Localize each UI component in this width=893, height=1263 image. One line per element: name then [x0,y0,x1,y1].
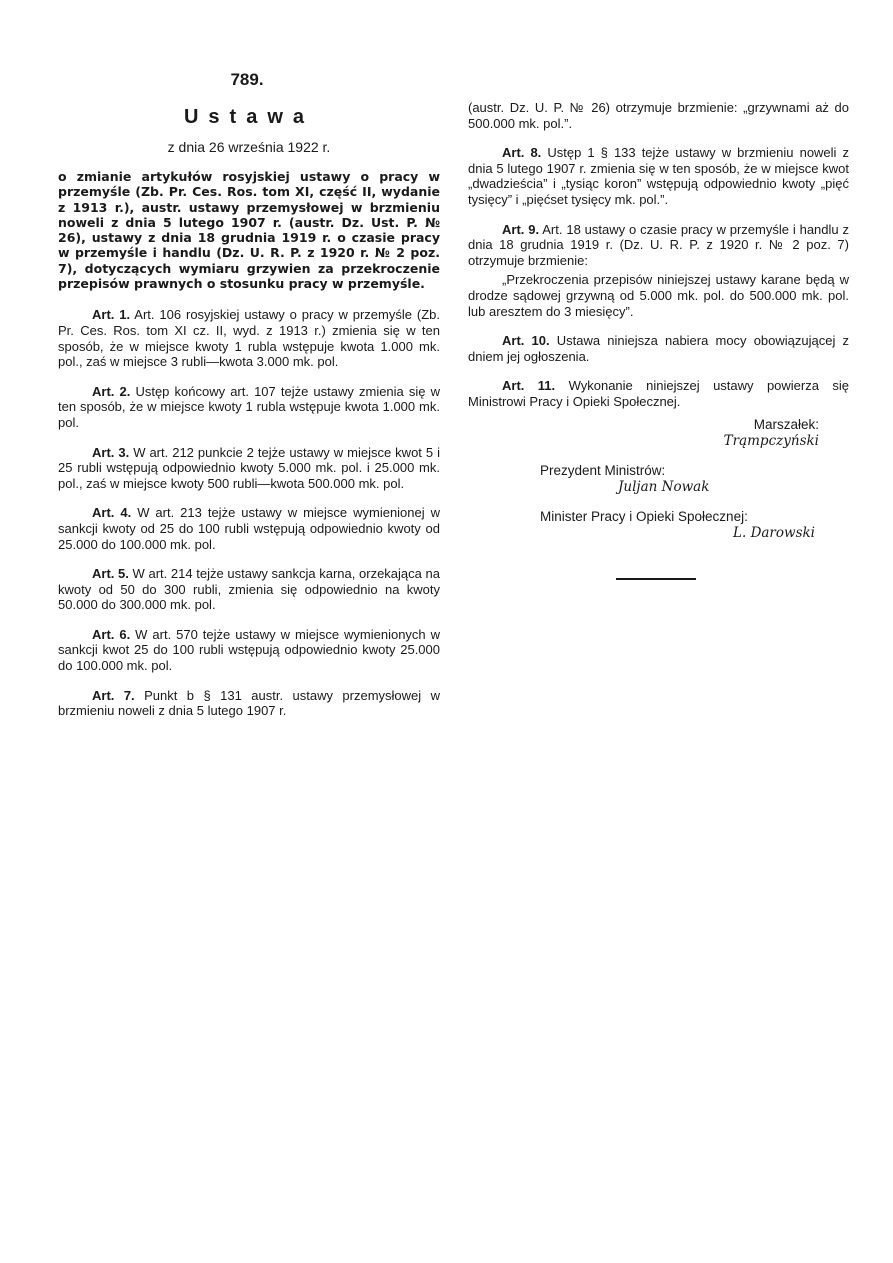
signature-role: Prezydent Ministrów: [540,462,666,478]
signature-role: Minister Pracy i Opieki Społecznej: [540,508,748,524]
article-9-quote: „Przekroczenia przepisów niniejszej ustawy karane będą w drodze sądowej grzywną od 5.000 mk. pol. do 500.000 mk. pol. lub aresztem do 3 miesięcy”. [468,272,849,319]
article-label: Art. 1. [92,307,131,323]
article-label: Art. 10. [502,333,550,349]
article-label: Art. 8. [502,145,542,161]
left-column [58,100,440,733]
article-text: Ustawa niniejsza nabiera mocy obowiązującej z dniem jej ogłoszenia. [468,333,849,364]
signature-prime-minister [468,462,849,496]
article-label: Art. 4. [92,505,132,521]
article-label: Art. 11. [502,378,556,394]
article-text: W art. 214 tejże ustawy sankcja karna, orzekająca na kwoty od 50 do 300 rubli, zmienia się odpowiednio na kwoty 50.000 do 300.000 mk. pol. [58,566,440,613]
article-label: Art. 7. [92,687,135,703]
article-2 [58,384,440,431]
article-label: Art. 5. [92,566,129,582]
article-text: Art. 106 rosyjskiej ustawy o pracy w przemyśle (Zb. Pr. Ces. Ros. tom XI cz. II, wyd. z 1913 r.) zmienia się w ten sposób, że w miejsce kwoty 1 rubla wstępuje kwota 1.000 mk. pol., zaś w miejsce 3 rubli—kwota 3.000 mk. pol. [58,307,440,370]
article-9 [468,222,849,269]
article-text: W art. 213 tejże ustawy w miejsce wymienionej w sankcji kwoty od 25 do 100 rubli wstępują odpowiednio kwoty od 25.000 do 100.000 mk. pol. [58,505,440,552]
article-7 [58,688,440,719]
article-text: Punkt b § 131 austr. ustawy przemysłowej w brzmieniu noweli z dnia 5 lutego 1907 r. [58,687,440,719]
article-label: Art. 3. [92,444,130,460]
article-10 [468,333,849,364]
page-number: 789. [230,70,264,89]
act-title: Ustawa [183,106,315,128]
signature-name: Juljan Nowak [618,478,710,495]
article-text: W art. 212 punkcie 2 tejże ustawy w miejsce kwot 5 i 25 rubli wstępują odpowiednio kwoty 5.000 mk. pol. i 25.000 mk. pol., zaś w miejsce kwoty 500 rubli—kwota 500.000 mk. pol. [58,444,440,491]
article-4 [58,505,440,552]
article-6 [58,627,440,674]
article-text: Ustęp końcowy art. 107 tejże ustawy zmienia się w ten sposób, że w miejsce kwoty 1 rubla wstępuje kwota 1.000 mk. pol. [58,383,440,430]
article-11 [468,378,849,409]
signature-marshal [468,416,849,450]
article-3 [58,445,440,492]
article-label: Art. 6. [92,626,131,642]
article-text: Wykonanie niniejszej ustawy powierza się Ministrowi Pracy i Opieki Społecznej. [468,378,849,409]
article-7-continued: (austr. Dz. U. P. № 26) otrzymuje brzmienie: „grzywnami aż do 500.000 mk. pol.”. [468,100,849,131]
act-heading: o zmianie artykułów rosyjskiej ustawy o pracy w przemyśle (Zb. Pr. Ces. Ros. tom XI, część II, wydanie z 1913 r.), austr. ustawy przemysłowej w brzmieniu noweli z dnia 5 lutego 1907 r. (austr. Dz. Ust. P. № 26), ustawy z dnia 18 grudnia 1919 r. o czasie pracy w przemyśle i handlu (Dz. U. R. P. z 1920 r. № 2 poz. 7), dotyczących wymiaru grzywien za przekroczenie przepisów prawnych o stosunku pracy w przemyśle. [58,169,440,292]
signature-block [468,416,849,542]
end-rule [616,578,696,580]
article-1 [58,307,440,369]
article-5 [58,566,440,613]
signature-name: Trąmpczyński [723,432,819,449]
signature-role: Marszałek: [753,416,819,432]
right-column [468,100,849,542]
article-label: Art. 2. [92,383,131,399]
article-text: Ustęp 1 § 133 tejże ustawy w brzmieniu noweli z dnia 5 lutego 1907 r. zmienia się w ten sposób, że w miejsce kwot „dwadzieścia” i „tysiąc koron” wstępują odpowiednio kwoty „pięć tysięcy” i „pięćset tysięcy mk. pol.”. [468,145,849,207]
article-text: Art. 18 ustawy o czasie pracy w przemyśle i handlu z dnia 18 grudnia 1919 r. (Dz. U. R. P. z 1920 r. № 2 poz. 7) otrzymuje brzmienie: [468,221,849,268]
article-label: Art. 9. [502,221,540,237]
act-date: z dnia 26 września 1922 r. [167,139,331,155]
signature-minister [468,508,849,542]
signature-name: L. Darowski [733,524,815,541]
article-8 [468,145,849,207]
article-text: W art. 570 tejże ustawy w miejsce wymienionych w sankcji kwot 25 do 100 rubli wstępują odpowiednio kwoty 25.000 do 100.000 mk. pol. [58,626,441,674]
